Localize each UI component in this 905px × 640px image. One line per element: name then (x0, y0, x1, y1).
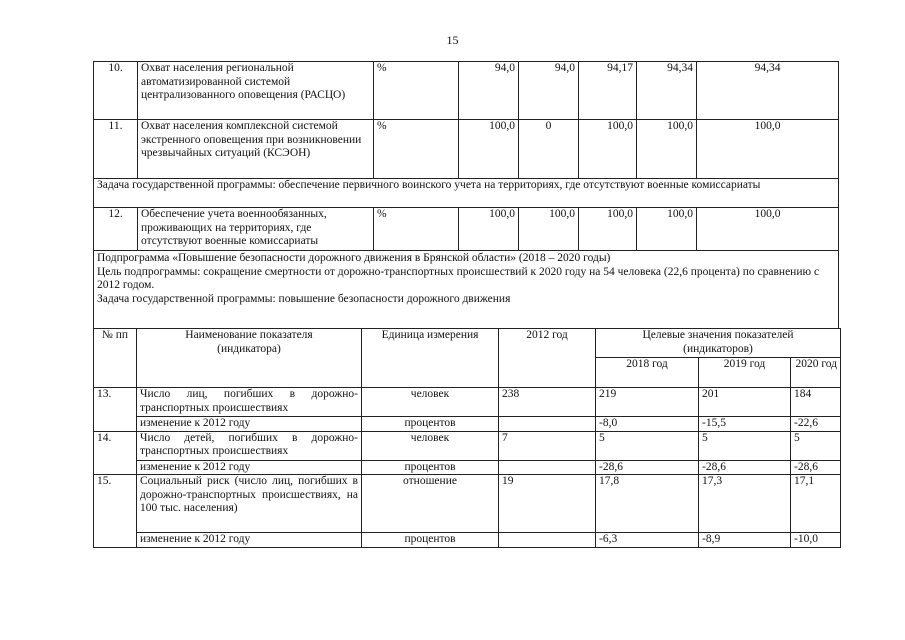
change-row (94, 460, 841, 475)
row-number: 14. (94, 431, 137, 475)
row-number: 11. (94, 120, 138, 179)
indicator-name: Обеспечение учета военнообязанных, проживающих на территориях, где отсутствуют военные комиссариаты (138, 208, 374, 251)
value-cell: 94,0 (459, 62, 519, 120)
value-cell: 100,0 (459, 120, 519, 179)
base-value: 19 (499, 475, 596, 533)
base-value: 7 (499, 431, 596, 460)
change-unit: процентов (362, 417, 499, 432)
base-value (499, 460, 596, 475)
value-cell: 94,0 (519, 62, 579, 120)
unit-cell: отношение (362, 475, 499, 533)
change-2019: -15,5 (699, 417, 791, 432)
unit-cell: % (374, 208, 459, 251)
base-value (499, 533, 596, 548)
subprogram-row (94, 251, 839, 329)
change-unit: процентов (362, 460, 499, 475)
header-unit: Единица измерения (362, 329, 499, 388)
table-row (94, 62, 839, 120)
value-cell: 100,0 (579, 120, 637, 179)
unit-cell: % (374, 62, 459, 120)
value-cell: 0 (519, 120, 579, 179)
change-2019: -8,9 (699, 533, 791, 548)
change-2019: -28,6 (699, 460, 791, 475)
value-2018: 219 (596, 388, 699, 417)
row-number: 12. (94, 208, 138, 251)
change-label: изменение к 2012 году (137, 460, 362, 475)
task-row (94, 179, 839, 208)
value-cell: 100,0 (697, 208, 839, 251)
indicator-name: Охват населения региональной автоматизированной системой централизованного оповещения (РАСЦО) (138, 62, 374, 120)
change-2020: -28,6 (791, 460, 841, 475)
change-2020: -10,0 (791, 533, 841, 548)
change-label: изменение к 2012 году (137, 417, 362, 432)
unit-cell: человек (362, 388, 499, 417)
change-row (94, 533, 841, 548)
row-number: 15. (94, 475, 137, 548)
subprogram-goal: Цель подпрограммы: сокращение смертности от дорожно-транспортных происшествий к 2020 году на 54 человека (22,6 процента) по сравнению с 2012 годом. (97, 265, 820, 291)
header-year-2019: 2019 год (699, 358, 791, 388)
value-cell: 94,34 (637, 62, 697, 120)
value-2020: 17,1 (791, 475, 841, 533)
task-text: Задача государственной программы: обеспечение первичного воинского учета на территориях, где отсутствуют военные комиссариаты (94, 179, 839, 208)
table-row (94, 388, 841, 417)
change-label: изменение к 2012 году (137, 533, 362, 548)
change-2020: -22,6 (791, 417, 841, 432)
value-cell: 100,0 (519, 208, 579, 251)
row-number: 10. (94, 62, 138, 120)
change-row (94, 417, 841, 432)
header-number: № пп (94, 329, 137, 388)
upper-indicators-table (93, 61, 839, 329)
indicator-name: Число детей, погибших в дорожно-транспортных происшествиях (137, 431, 362, 460)
table-row (94, 208, 839, 251)
header-row (94, 329, 841, 358)
value-2020: 184 (791, 388, 841, 417)
value-cell: 100,0 (579, 208, 637, 251)
indicator-name: Социальный риск (число лиц, погибших в дорожно-транспортных происшествиях, на 100 тыс. населения) (137, 475, 362, 533)
value-cell: 100,0 (697, 120, 839, 179)
value-2019: 5 (699, 431, 791, 460)
header-year-2020: 2020 год (791, 358, 841, 388)
change-2018: -28,6 (596, 460, 699, 475)
value-2020: 5 (791, 431, 841, 460)
value-cell: 94,34 (697, 62, 839, 120)
base-value (499, 417, 596, 432)
base-value: 238 (499, 388, 596, 417)
value-cell: 94,17 (579, 62, 637, 120)
value-cell: 100,0 (459, 208, 519, 251)
value-cell: 100,0 (637, 208, 697, 251)
value-2019: 201 (699, 388, 791, 417)
header-year-2018: 2018 год (596, 358, 699, 388)
value-2018: 5 (596, 431, 699, 460)
row-number: 13. (94, 388, 137, 432)
change-unit: процентов (362, 533, 499, 548)
value-cell: 100,0 (637, 120, 697, 179)
subprogram-block (94, 251, 839, 329)
header-indicator-name: Наименование показателя (индикатора) (137, 329, 362, 388)
table-row (94, 120, 839, 179)
subprogram-task: Задача государственной программы: повышение безопасности дорожного движения (97, 292, 511, 305)
unit-cell: человек (362, 431, 499, 460)
subprogram-title: Подпрограмма «Повышение безопасности дорожного движения в Брянской области» (2018 – 2020 годы) (97, 252, 611, 264)
indicator-name: Охват населения комплексной системой экстренного оповещения при возникновении чрезвычайных ситуаций (КСЭОН) (138, 120, 374, 179)
change-2018: -8,0 (596, 417, 699, 432)
unit-cell: % (374, 120, 459, 179)
road-safety-indicators-table (93, 328, 841, 548)
header-target-values: Целевые значения показателей (индикаторов) (596, 329, 841, 358)
table-row (94, 431, 841, 460)
header-base-year: 2012 год (499, 329, 596, 388)
value-2019: 17,3 (699, 475, 791, 533)
table-row (94, 475, 841, 533)
change-2018: -6,3 (596, 533, 699, 548)
indicator-name: Число лиц, погибших в дорожно-транспортных происшествиях (137, 388, 362, 417)
value-2018: 17,8 (596, 475, 699, 533)
page-number: 15 (446, 33, 459, 47)
